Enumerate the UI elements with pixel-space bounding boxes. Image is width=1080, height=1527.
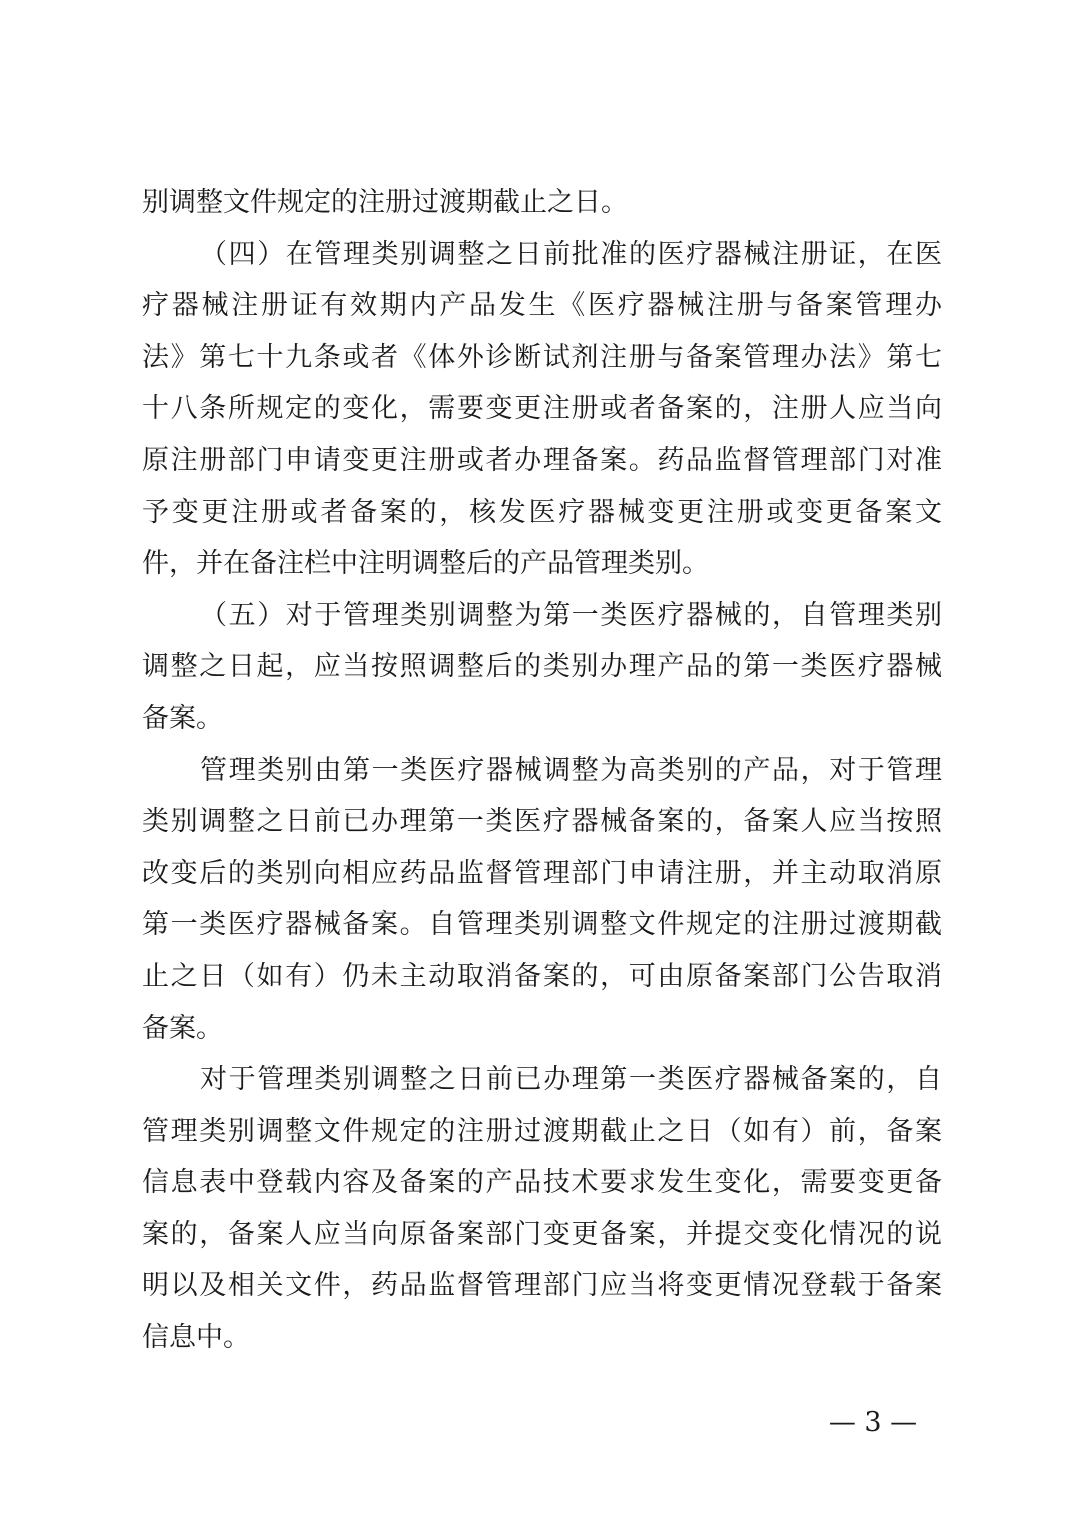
paragraph-2-line-7: 件，并在备注栏中注明调整后的产品管理类别。 (142, 548, 709, 580)
paragraph-2-line-5: 原注册部门申请变更注册或者办理备案。药品监督管理部门对准 (142, 444, 942, 476)
document-body (142, 177, 942, 1364)
paragraph-5-line-5: 明以及相关文件，药品监督管理部门应当将变更情况登载于备案 (142, 1270, 942, 1302)
paragraph-2-line-6: 予变更注册或者备案的，核发医疗器械变更注册或变更备案文 (142, 496, 942, 528)
paragraph-4-line-4: 第一类医疗器械备案。自管理类别调整文件规定的注册过渡期截 (142, 909, 942, 941)
paragraph-1-line-1: 别调整文件规定的注册过渡期截止之日。 (142, 187, 628, 218)
paragraph-4-line-5: 止之日（如有）仍未主动取消备案的，可由原备案部门公告取消 (142, 960, 942, 992)
paragraph-3-line-3: 备案。 (142, 702, 223, 734)
paragraph-3-line-1: （五）对于管理类别调整为第一类医疗器械的，自管理类别 (200, 599, 942, 631)
paragraph-2-line-2: 疗器械注册证有效期内产品发生《医疗器械注册与备案管理办 (142, 290, 942, 322)
paragraph-3-line-2: 调整之日起，应当按照调整后的类别办理产品的第一类医疗器械 (142, 651, 942, 683)
paragraph-5-line-3: 信息表中登载内容及备案的产品技术要求发生变化，需要变更备 (142, 1167, 942, 1199)
paragraph-2-line-3: 法》第七十九条或者《体外诊断试剂注册与备案管理办法》第七 (142, 341, 942, 373)
paragraph-4-line-3: 改变后的类别向相应药品监督管理部门申请注册，并主动取消原 (142, 857, 942, 889)
paragraph-5-line-4: 案的，备案人应当向原备案部门变更备案，并提交变化情况的说 (142, 1218, 942, 1250)
paragraph-4-line-1: 管理类别由第一类医疗器械调整为高类别的产品，对于管理 (200, 754, 942, 786)
paragraph-2-line-1: （四）在管理类别调整之日前批准的医疗器械注册证，在医 (200, 238, 942, 270)
page-number: — 3 — (828, 1407, 918, 1438)
paragraph-2-line-4: 十八条所规定的变化，需要变更注册或者备案的，注册人应当向 (142, 393, 942, 425)
paragraph-5-line-2: 管理类别调整文件规定的注册过渡期截止之日（如有）前，备案 (142, 1115, 942, 1147)
paragraph-4-line-6: 备案。 (142, 1012, 223, 1044)
paragraph-5-line-6: 信息中。 (142, 1322, 250, 1354)
paragraph-5-line-1: 对于管理类别调整之日前已办理第一类医疗器械备案的，自 (200, 1064, 942, 1096)
paragraph-4-line-2: 类别调整之日前已办理第一类医疗器械备案的，备案人应当按照 (142, 806, 942, 838)
